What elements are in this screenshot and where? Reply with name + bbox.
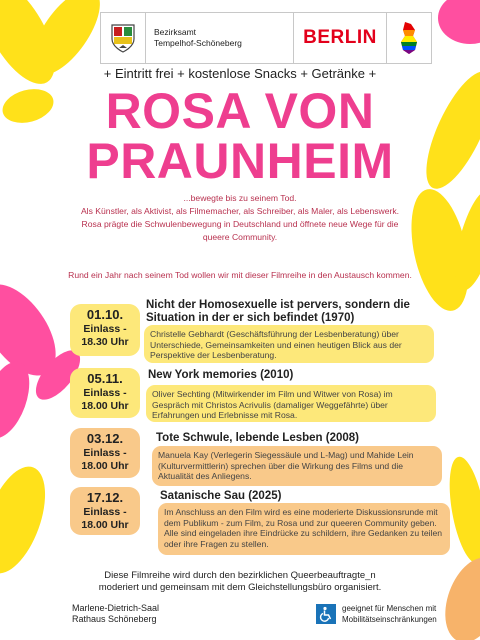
pink-blob-top-right: [438, 0, 480, 44]
page-title: [0, 83, 480, 189]
event-date: 17.12.: [86, 490, 124, 505]
accessibility-info: [316, 603, 437, 625]
title-line-2: PRAUNHEIM: [86, 133, 394, 189]
venue-line-1: Marlene-Dietrich-Saal: [72, 603, 160, 613]
event-date-badge: [70, 428, 140, 478]
intro-text: [40, 192, 440, 244]
event-time-line-2: 18.00 Uhr: [81, 400, 129, 412]
note-line-2: moderiert und gemeinsam mit dem Gleichstellungsbüro organisiert.: [98, 582, 382, 593]
header-bar: [100, 12, 432, 64]
event-time-line-1: Einlass -: [83, 447, 127, 459]
event-title: Tote Schwule, lebende Lesben (2008): [156, 432, 360, 444]
office-line-1: Bezirksamt: [154, 27, 197, 37]
event-description: Im Anschluss an den Film wird es eine moderierte Diskussionsrunde mit dem Publikum - zum Film, zu Rosa und zur queeren Community geben. Alle sind eingeladen ihre Eindrücke zu schildern, ihre Gedanken zu teilen oder ihre Fragen zu stellen.: [158, 503, 450, 555]
accessibility-line-1: geeignet für Menschen mit: [342, 604, 437, 613]
event-title: New York memories (2010): [148, 369, 294, 381]
district-office-name: [146, 27, 293, 49]
accessibility-line-2: Mobilitätseinschränkungen: [342, 615, 437, 624]
office-line-2: Tempelhof-Schöneberg: [154, 38, 242, 48]
event-description: Manuela Kay (Verlegerin Siegessäule und L-Mag) und Mahide Lein (Kulturvermittlerin) sprechen über die Wirkung des Films und die Aktualität des Anliegens.: [152, 446, 442, 486]
event-time-line-2: 18.00 Uhr: [81, 519, 129, 531]
event-date-badge: [70, 304, 140, 356]
event-date-badge: [70, 487, 140, 535]
event-time-line-2: 18.00 Uhr: [81, 460, 129, 472]
accessibility-text: [342, 603, 437, 625]
wheelchair-icon: [316, 604, 336, 624]
event-date-badge: [70, 368, 140, 418]
title-line-1: ROSA VON: [105, 83, 375, 139]
intro-line-2: Als Künstler, als Aktivist, als Filmemacher, als Schreiber, als Maler, als Lebenswerk.: [80, 206, 400, 216]
event-title: Satanische Sau (2025): [160, 490, 282, 502]
event-time-line-1: Einlass -: [83, 387, 127, 399]
intro-line-3: Rosa prägte die Schwulenbewegung in Deutschland und öffnete neue Wege für die: [81, 219, 399, 229]
event-title: Nicht der Homosexuelle ist pervers, sondern die Situation in der er sich befindet (1970): [146, 299, 410, 324]
event-description: Oliver Sechting (Mitwirkender im Film und Witwer von Rosa) im Gespräch mit Christos Acrivulis (damaliger Weggefährte) über Erfahrungen und Erlebnisse mit Rosa.: [146, 385, 436, 422]
berlin-logo: BERLIN: [293, 13, 387, 63]
event-date: 01.10.: [86, 307, 124, 322]
district-crest-icon: [101, 13, 146, 63]
event-date: 05.11.: [87, 371, 123, 386]
event-date: 03.12.: [86, 431, 124, 446]
event-time-line-2: 18.30 Uhr: [81, 336, 129, 348]
rainbow-bear-icon: [387, 13, 431, 63]
intro-line-1: ...bewegte bis zu seinem Tod.: [183, 193, 297, 203]
event-time-line-1: Einlass -: [83, 323, 127, 335]
note-line-1: Diese Filmreihe wird durch den bezirklichen Queerbeauftragte_n: [104, 570, 376, 581]
event-description: Christelle Gebhardt (Geschäftsführung der Lesbenberatung) über Unterschiede, Gemeinsamkeiten und einen heutigen Blick aus der Perspektive der Lesbenberatung.: [144, 325, 434, 363]
event-time-line-1: Einlass -: [83, 506, 127, 518]
intro-line-4: queere Community.: [202, 232, 278, 242]
venue: [72, 603, 159, 625]
pitch-text: Rund ein Jahr nach seinem Tod wollen wir mit dieser Filmreihe in den Austausch kommen.: [68, 270, 412, 280]
tagline: + Eintritt frei + kostenlose Snacks + Getränke +: [103, 66, 377, 81]
organizer-note: [0, 570, 480, 594]
yellow-blob-bottom-left: [0, 458, 58, 581]
orange-blob-bottom-right: [435, 550, 480, 640]
venue-line-2: Rathaus Schöneberg: [72, 614, 157, 624]
